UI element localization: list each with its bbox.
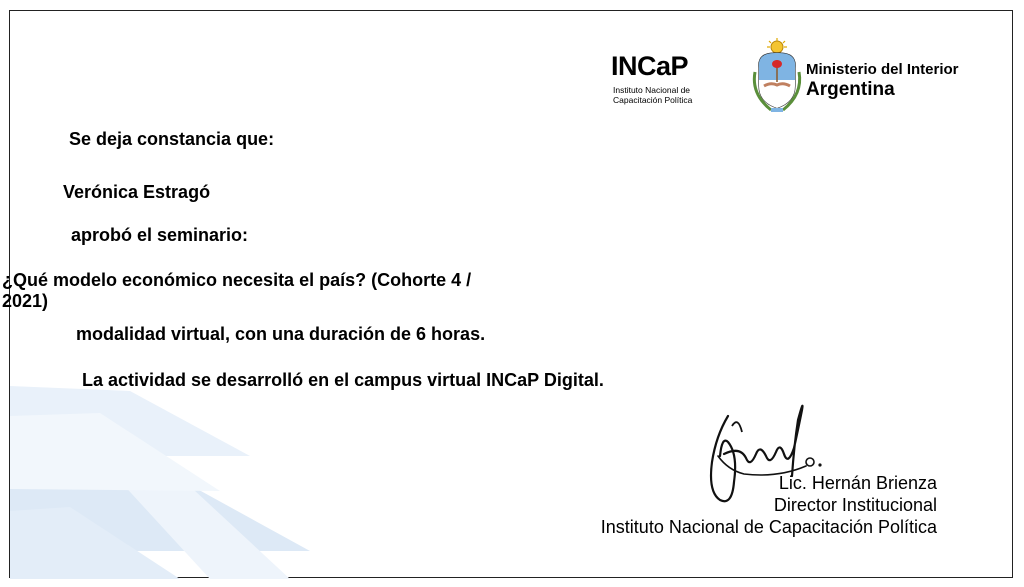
recipient-name: Verónica Estragó xyxy=(63,182,211,202)
seminar-title-line1: ¿Qué modelo económico necesita el país? (Cohorte 4 / xyxy=(2,270,472,290)
approved-text: aprobó el seminario: xyxy=(71,225,249,245)
seminar-title-line2: 2021) xyxy=(2,291,49,311)
signatory-institution: Instituto Nacional de Capacitación Política xyxy=(600,517,937,537)
modality-text: modalidad virtual, con una duración de 6 horas. xyxy=(76,324,486,344)
coat-of-arms-icon xyxy=(751,38,803,114)
intro-text: Se deja constancia que: xyxy=(69,129,275,149)
incap-logo-subtitle: Instituto Nacional de Capacitación Política xyxy=(613,85,693,105)
signatory-role: Director Institucional xyxy=(773,495,937,515)
incap-logo xyxy=(611,51,721,111)
ministry-country: Argentina xyxy=(806,79,895,100)
signatory-name: Lic. Hernán Brienza xyxy=(778,473,937,493)
ministry-logo xyxy=(806,61,959,101)
certificate xyxy=(2,10,1013,578)
incap-logo-word: INCaP xyxy=(611,51,689,81)
ministry-name: Ministerio del Interior xyxy=(806,61,959,78)
campus-note: La actividad se desarrolló en el campus virtual INCaP Digital. xyxy=(82,370,604,390)
